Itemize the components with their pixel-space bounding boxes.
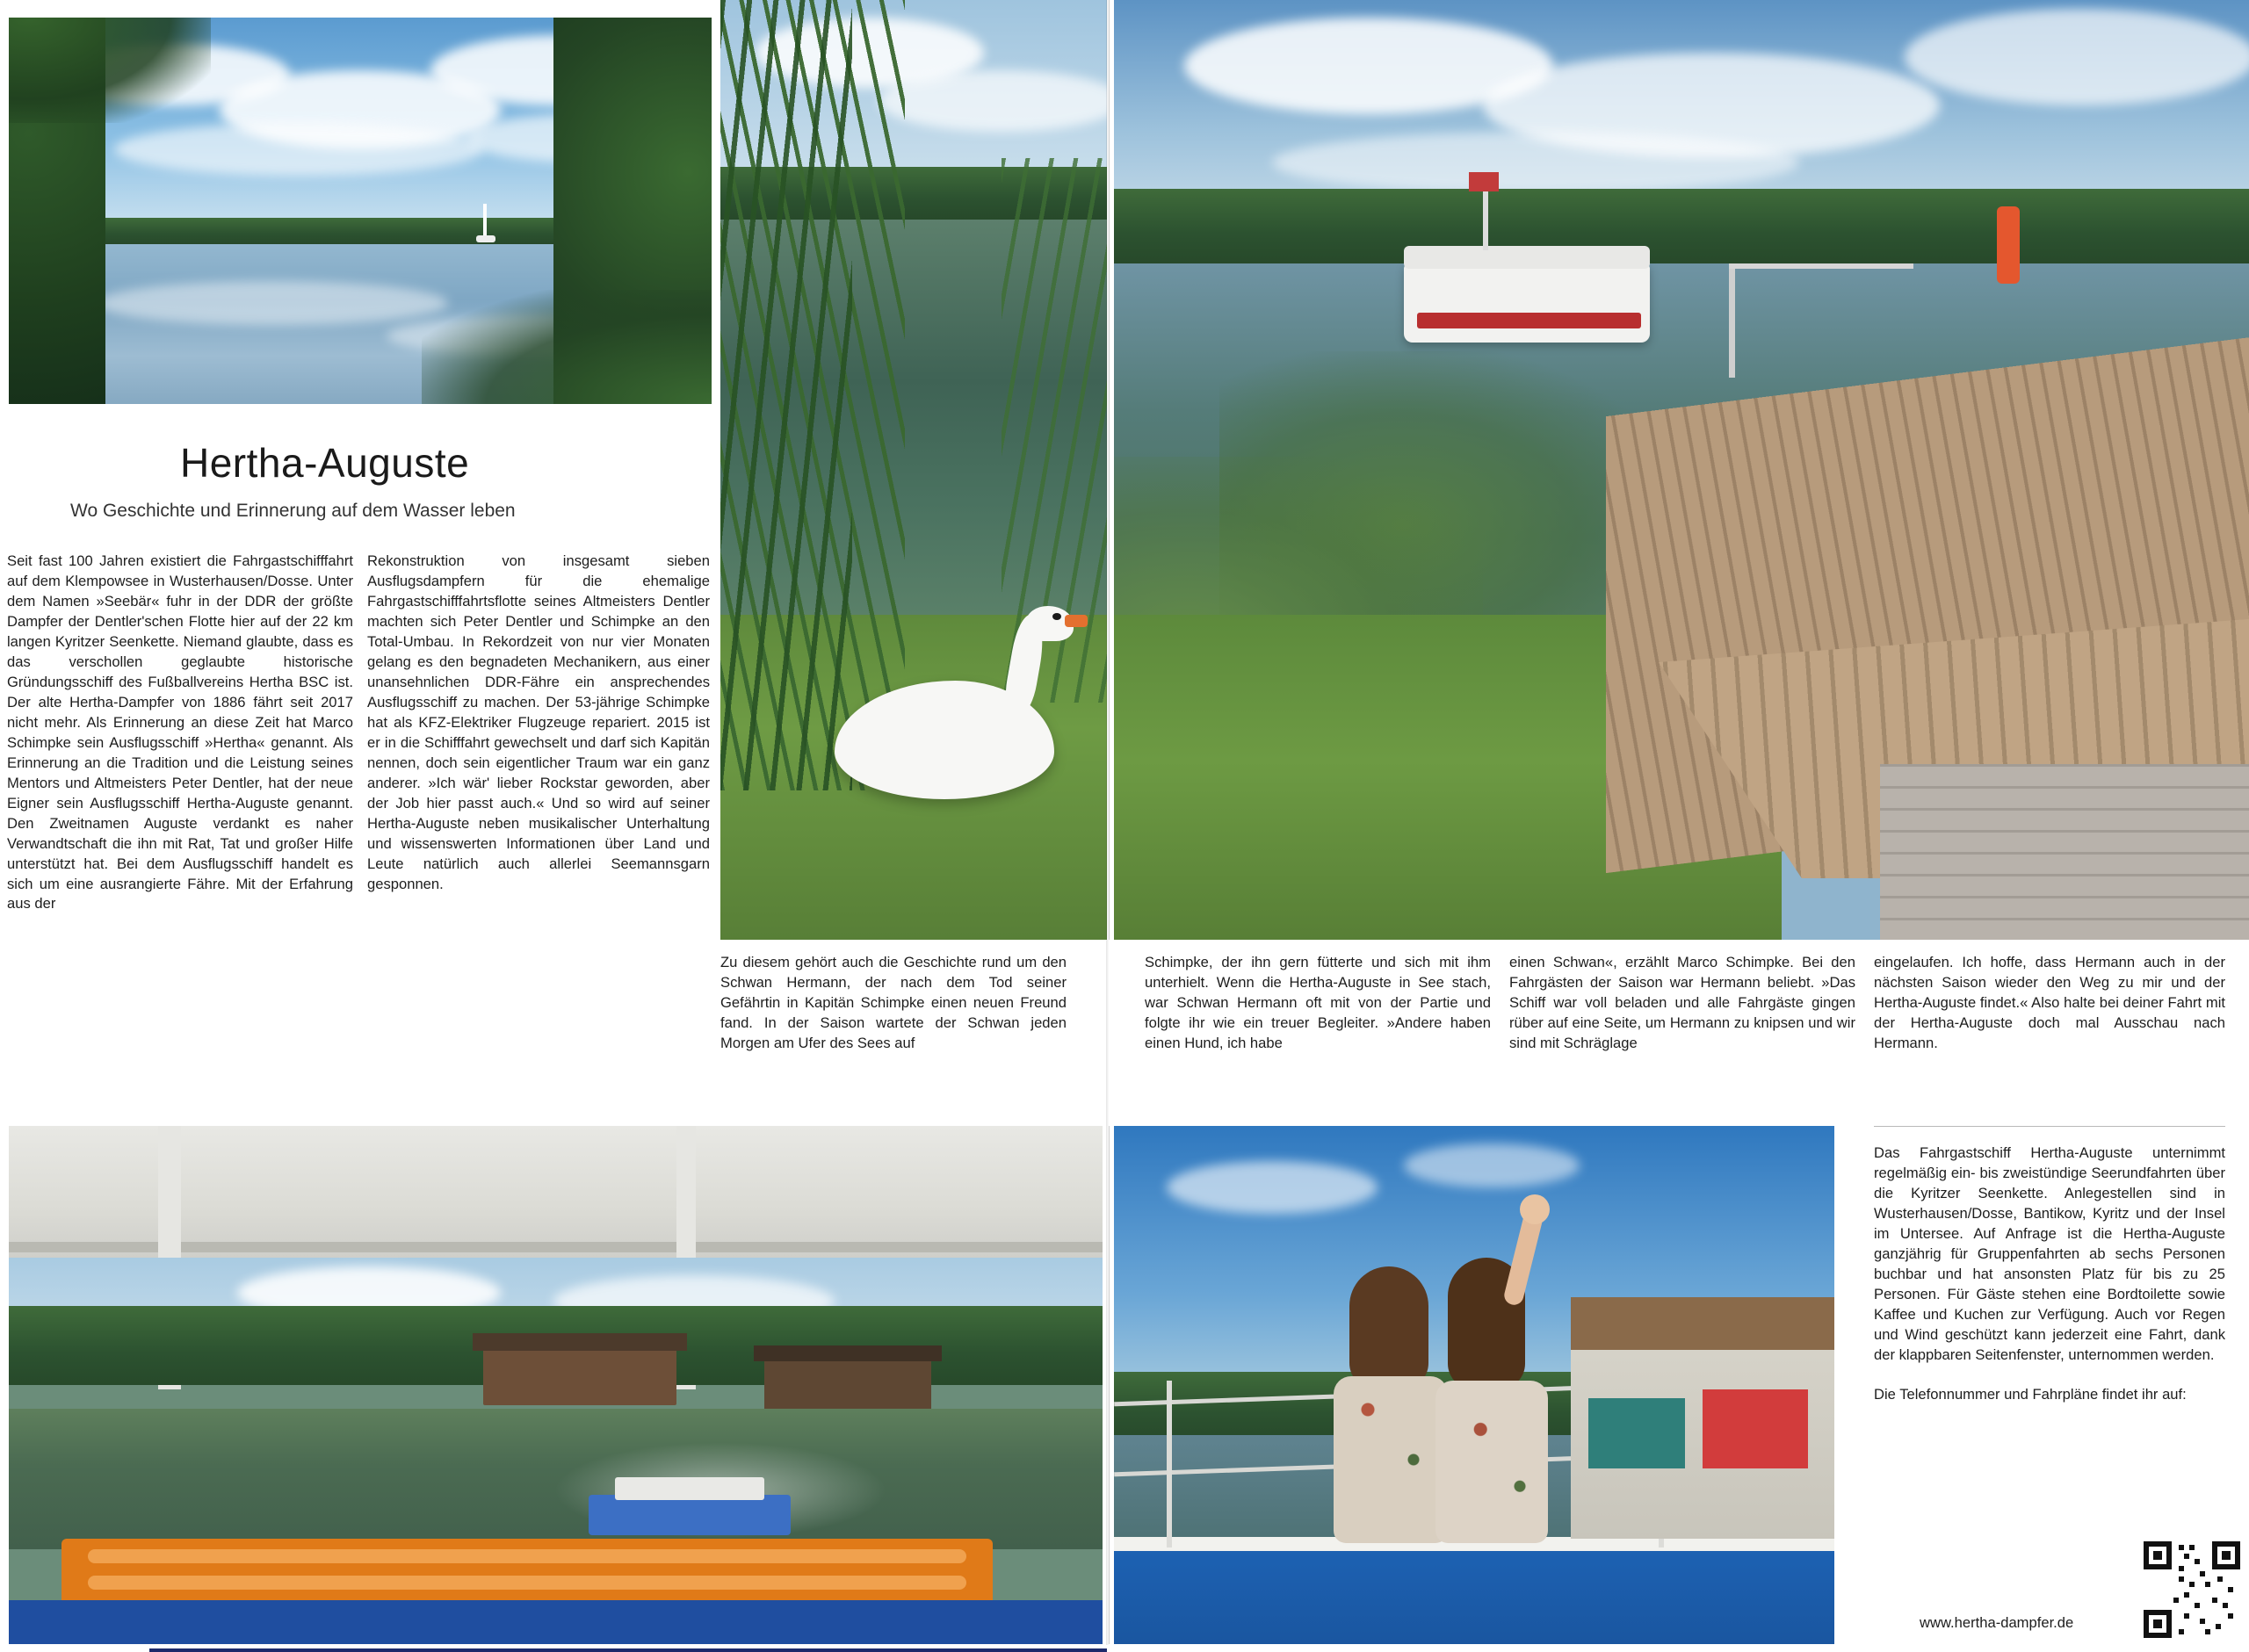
article-column-1 [7, 552, 353, 925]
photo-divider [1109, 0, 1110, 940]
article-column-3 [720, 953, 1067, 1064]
info-column [1874, 1143, 2225, 1416]
article-column-3-text: Zu diesem gehört auch die Geschichte rund um den Schwan Hermann, der nach dem Tod seiner Gefährtin in Kapitän Schimpke einen neuen Freund fand. In der Saison wartete der Schwan jeden Morgen am Ufer des Sees auf [720, 954, 1067, 1051]
page-title: Hertha-Auguste [180, 440, 470, 486]
lake-panorama-photo [9, 18, 712, 404]
qr-code[interactable] [2144, 1541, 2240, 1638]
swan-reeds-photo [720, 0, 1107, 940]
jetty-boat-photo [1114, 0, 2249, 940]
article-column-4-text: Schimpke, der ihn gern fütterte und sich mit ihm unterhielt. Wenn die Hertha-Auguste in See stach, war Schwan Hermann oft mit von der Partie und folgte ihr wie ein treuer Begleiter. »Andere haben einen Hund, ich habe [1145, 954, 1491, 1051]
page-subtitle: Wo Geschichte und Erinnerung auf dem Wasser leben [70, 501, 516, 521]
info-column-rule [1874, 1126, 2225, 1127]
two-girls-photo [1114, 1126, 1834, 1644]
page-accent-line [149, 1648, 1107, 1652]
info-column-text: Das Fahrgastschiff Hertha-Auguste unternimmt regelmäßig ein- bis zweistündige Seerundfahrten über die Kyritzer Seenkette. Anlegestellen sind in Wusterhausen/Dosse, Bantikow, Kyritz und der Insel im Untersee. Auf Anfrage ist die Hertha-Auguste ganzjährig für Gruppenfahrten ab sechs Personen buchbar und hat ansonsten Platz für bis zu 25 Personen. Für Gäste stehen eine Bordtoilette sowie Kaffee und Kuchen zur Verfügung. Auch vor Regen und Wind geschützt kann jederzeit eine Fahrt, dank der klappbaren Seitenfenster, unternommen werden. [1874, 1144, 2225, 1363]
article-column-1-text: Seit fast 100 Jahren existiert die Fahrgastschifffahrt auf dem Klempowsee in Wusterhausen/Dosse. Unter dem Namen »Seebär« fuhr in der DDR der größte Dampfer der Dentler'schen Flotte hier auf der 22 km langen Kyritzer Seenkette. Niemand glaubte, dass es das verschollen geglaubte historische Gründungsschiff des Fußballvereins Hertha BSC ist. Der alte Hertha-Dampfer von 1886 fährt seit 2017 nicht mehr. Als Erinnerung an diese Zeit hat Marco Schimpke sein Ausflugsschiff »Hertha« genannt. Als Erinnerung an die Tradition und die Leistung seines Mentors und Altmeisters Peter Dentler, hat der neue Eigner sein Ausflugsschiff Hertha-Auguste genannt. Den Zweitnamen Auguste verdankt es naher Verwandtschaft die ihn mit Rat, Tat und großer Hilfe unterstützt hat. Bei dem Ausflugsschiff handelt es sich um eine ausrangierte Fähre. Mit der Erfahrung aus der [7, 552, 353, 913]
girl-left-figure [1349, 1266, 1428, 1389]
info-column-contact-text: Die Telefonnummer und Fahrpläne findet ihr auf: [1874, 1385, 2187, 1403]
boat-deck-photo [9, 1126, 1103, 1644]
excursion-boat [1404, 263, 1650, 343]
article-column-5 [1509, 953, 1855, 1064]
article-column-6-text: eingelaufen. Ich hoffe, dass Hermann auch in der nächsten Saison wieder den Weg zu mir und der Hertha-Auguste findet.« Also halte bei deiner Fahrt mit der Hertha-Auguste doch mal Ausschau nach Hermann. [1874, 954, 2225, 1051]
page-gutter [1106, 0, 1109, 1652]
article-column-6 [1874, 953, 2225, 1064]
article-column-2-text: Rekonstruktion von insgesamt sieben Ausflugsdampfern für die ehemalige Fahrgastschifffahrtsflotte seines Altmeisters Dentler machten sich Peter Dentler und Schimpke an den Total-Umbau. In Rekordzeit von nur vier Monaten gelang es den begnadeten Mechanikern, aus einer unansehnlichen DDR-Fähre ein ansprechendes Ausflugsschiff zu machen. Der 53-jährige Schimpke hat als KFZ-Elektriker Flugzeuge repariert. 2015 ist er in die Schifffahrt gewechselt und darf sich Kapitän nennen, doch sein eigentlicher Traum war ein ganz anderer. »Ich wär' lieber Rockstar geworden, aber der Job hier passt auch.« Und so wird auf seiner Hertha-Auguste neben musikalischer Unterhaltung und wissenswerten Informationen über Land und Leute natürlich auch allerlei Seemannsgarn gesponnen. [367, 552, 710, 892]
photo-divider-bottom [1109, 1126, 1110, 1644]
website-url[interactable]: www.hertha-dampfer.de [1920, 1614, 2074, 1631]
article-column-4 [1145, 953, 1491, 1064]
article-column-2 [367, 552, 710, 905]
article-column-5-text: einen Schwan«, erzählt Marco Schimpke. Bei den Fahrgästen der Saison war Hermann beliebt. »Das Schiff war voll beladen und alle Fahrgäste gingen rüber auf eine Seite, um Hermann zu knipsen und wir sind mit Schräglage [1509, 954, 1855, 1051]
